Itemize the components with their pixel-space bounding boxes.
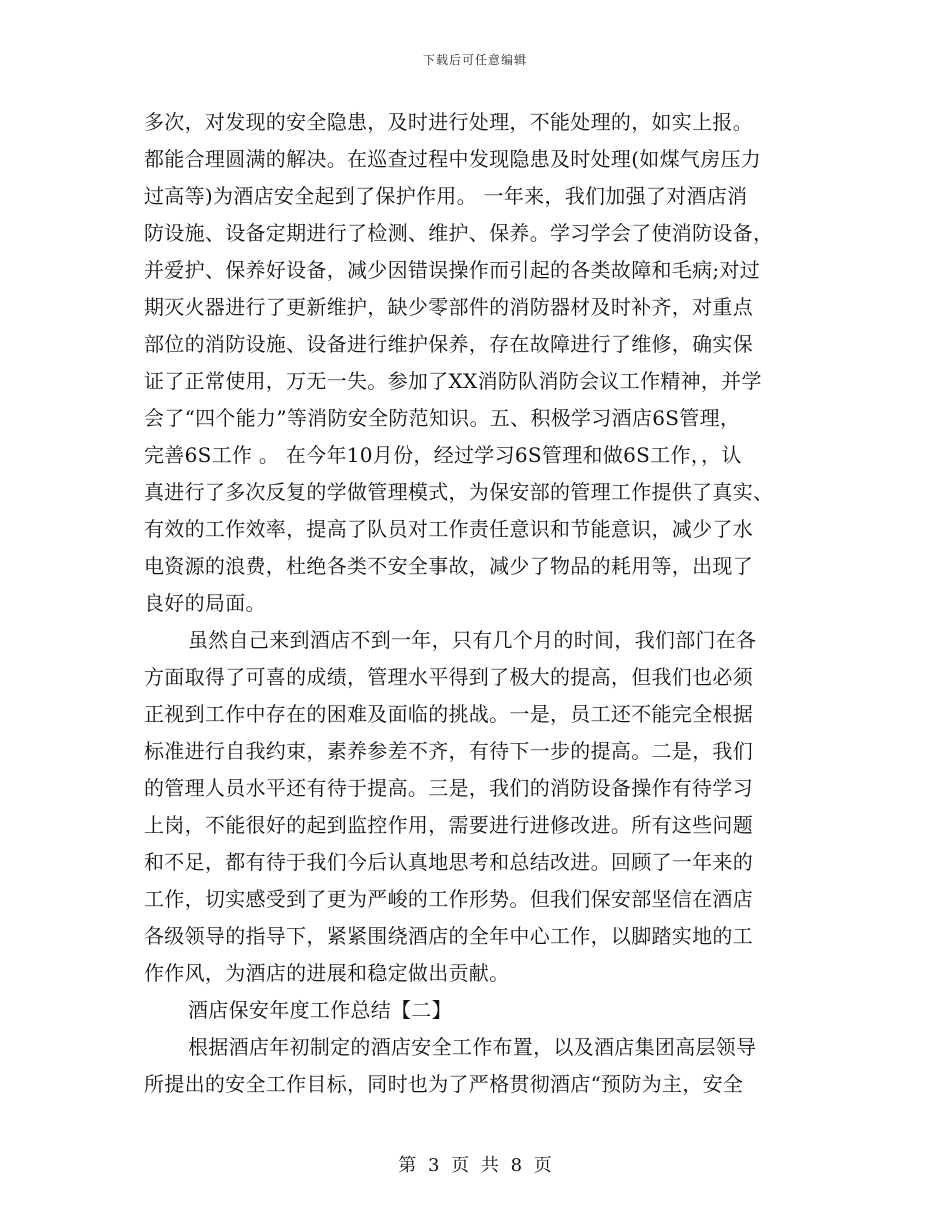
text-line: 电资源的浪费，杜绝各类不安全事故，减少了物品的耗用等，出现了 <box>144 554 753 578</box>
text-line: 作作风，为酒店的进展和稳定做出贡献。 <box>144 961 510 985</box>
text-line: 上岗，不能很好的起到监控作用，需要进行进修改进。所有这些问题 <box>144 813 753 837</box>
document-body <box>144 104 806 1103</box>
text-line: 真进行了多次反复的学做管理模式，为保安部的管理工作提供了真实、 <box>144 480 774 504</box>
text-line: 并爱护、保养好设备，减少因错误操作而引起的各类故障和毛病;对过 <box>144 258 761 282</box>
text-line: 都能合理圆满的解决。在巡查过程中发现隐患及时处理(如煤气房压力 <box>144 147 762 171</box>
text-line: 期灭火器进行了更新维护，缺少零部件的消防器材及时补齐，对重点 <box>144 295 753 319</box>
text-line: 方面取得了可喜的成绩，管理水平得到了极大的提高，但我们也必须 <box>144 665 753 689</box>
text-line: 有效的工作效率，提高了队员对工作责任意识和节能意识，减少了水 <box>144 517 753 541</box>
text-line: 工作，切实感受到了更为严峻的工作形势。但我们保安部坚信在酒店 <box>144 887 753 911</box>
text-line: 过高等)为酒店安全起到了保护作用。 一年来，我们加强了对酒店消 <box>144 184 748 208</box>
text-line: 所提出的安全工作目标，同时也为了严格贯彻酒店“预防为主，安全 <box>144 1072 744 1096</box>
text-line: 完善6S工作 。 在今年10月份，经过学习6S管理和做6S工作，，认 <box>144 443 742 467</box>
text-line: 各级领导的指导下，紧紧围绕酒店的全年中心工作，以脚踏实地的工 <box>144 924 753 948</box>
text-line: 标准进行自我约束，素养参差不齐，有待下一步的提高。二是，我们 <box>144 739 753 763</box>
text-line: 会了“四个能力”等消防安全防范知识。五、积极学习酒店6S管理， <box>144 406 741 430</box>
paragraph-first-line: 根据酒店年初制定的酒店安全工作布置，以及酒店集团高层领导 <box>188 1035 757 1059</box>
page-number: 第 3 页 共 8 页 <box>398 1155 552 1176</box>
text-line: 防设施、设备定期进行了检测、维护、保养。学习学会了使消防设备， <box>144 221 774 245</box>
text-line: 正视到工作中存在的困难及面临的挑战。一是，员工还不能完全根据 <box>144 702 753 726</box>
page-header-note: 下载后可任意编辑 <box>422 53 527 67</box>
section-heading: 酒店保安年度工作总结【二】 <box>188 998 452 1022</box>
text-line: 的管理人员水平还有待于提高。三是，我们的消防设备操作有待学习 <box>144 776 753 800</box>
text-line: 和不足，都有待于我们今后认真地思考和总结改进。回顾了一年来的 <box>144 850 753 874</box>
text-line: 证了正常使用，万无一失。参加了XX消防队消防会议工作精神，并学 <box>144 369 762 393</box>
text-line: 良好的局面。 <box>144 591 266 615</box>
text-line: 部位的消防设施、设备进行维护保养，存在故障进行了维修，确实保 <box>144 332 753 356</box>
text-line: 多次，对发现的安全隐患，及时进行处理，不能处理的，如实上报。 <box>144 110 753 134</box>
paragraph-first-line: 虽然自己来到酒店不到一年，只有几个月的时间，我们部门在各 <box>188 628 757 652</box>
